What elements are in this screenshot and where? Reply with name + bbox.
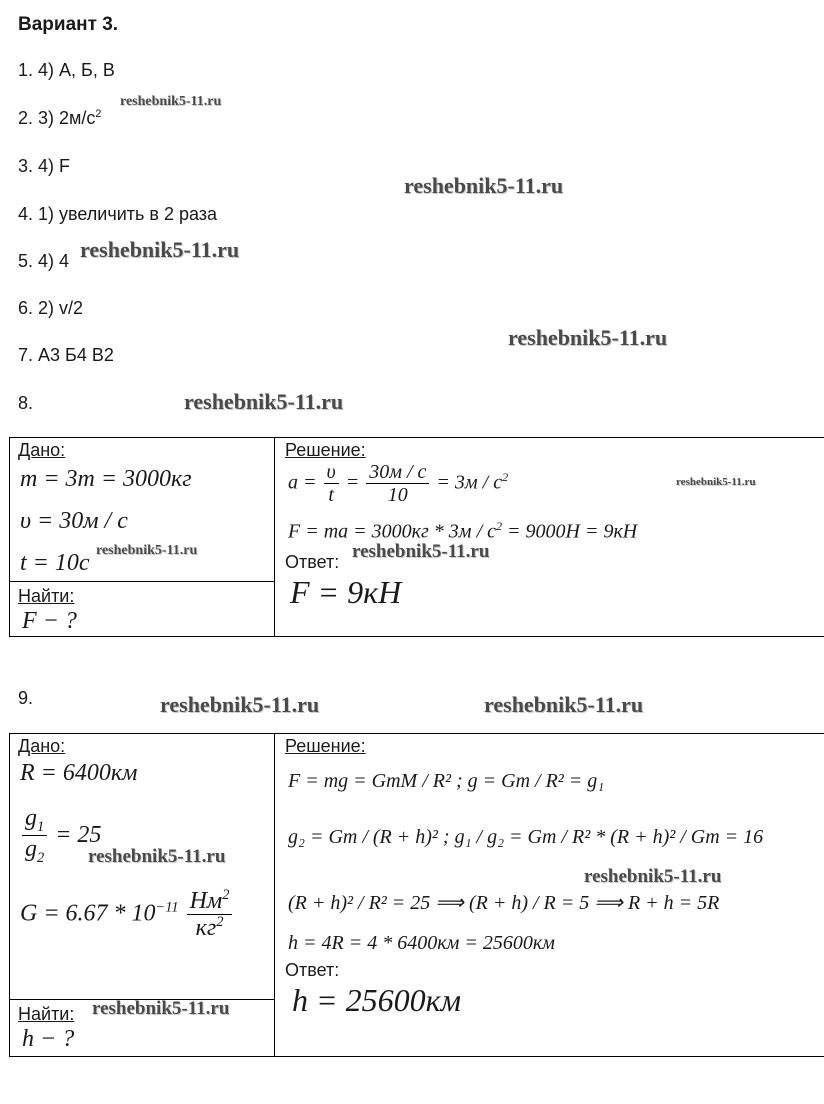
watermark: reshebnik5-11.ru xyxy=(676,476,756,488)
table-divider xyxy=(9,581,275,582)
answer-6: 6. 2) v/2 xyxy=(18,298,84,318)
equation-force: F = ma = $3000кг * 3м / с^2 = 9000Н = 9кН$ xyxy=(288,519,638,543)
answer-label: Ответ: xyxy=(285,960,340,980)
watermark: reshebnik5-11.ru xyxy=(92,998,230,1019)
answer-label: Ответ: xyxy=(285,552,340,572)
answer-1: 1. 4) А, Б, В xyxy=(18,60,115,80)
watermark: reshebnik5-11.ru xyxy=(484,692,644,717)
given-gravitational-constant: $G = 6.67 * 10^{-11}$ $\frac{Нм^2}{кг^2}$ xyxy=(20,888,234,942)
equation-height: h = 4R = 4 * 6400км = 25600км xyxy=(288,932,555,954)
given-label: Дано: xyxy=(18,440,66,460)
answer-9-final: h = 25600км xyxy=(292,982,461,1018)
find-label: Найти: xyxy=(18,1004,75,1024)
given-ratio: $\frac{g_1}{g_2}$ = 25 xyxy=(20,806,101,867)
answer-7: 7. А3 Б4 В2 xyxy=(18,345,114,365)
given-radius: R = 6400км xyxy=(20,760,138,786)
given-mass: m = 3т = 3000кг xyxy=(20,466,192,492)
find-label: Найти: xyxy=(18,586,75,606)
watermark: reshebnik5-11.ru xyxy=(96,543,198,558)
equation-height-ratio: (R + h)² / R² = 25 ⟹ (R + h) / R = 5 ⟹ R + h = 5R xyxy=(288,892,720,914)
answer-8-number: 8. xyxy=(18,393,34,413)
table-divider xyxy=(274,733,275,1056)
find-value: F − ? xyxy=(22,608,77,634)
watermark: reshebnik5-11.ru xyxy=(120,94,222,109)
solution-label: Решение: xyxy=(285,440,366,460)
find-value: h − ? xyxy=(22,1026,75,1052)
watermark: reshebnik5-11.ru xyxy=(584,866,722,887)
watermark: reshebnik5-11.ru xyxy=(88,846,226,867)
given-label: Дано: xyxy=(18,736,66,756)
answer-5: 5. 4) 4 xyxy=(18,251,70,271)
equation-ratio: g₂ = Gm / (R + h)² ; g₁ / g₂ = Gm / R² * (R + h)² / Gm = 16 xyxy=(288,826,764,848)
watermark: reshebnik5-11.ru xyxy=(352,541,490,562)
watermark: reshebnik5-11.ru xyxy=(160,692,320,717)
solution-label: Решение: xyxy=(285,736,366,756)
watermark: reshebnik5-11.ru xyxy=(184,389,344,414)
equation-acceleration: a = $\frac{\upsilon}{t}$ = $\frac{30м / с}{10}$ = $3м / с^2$ xyxy=(288,461,509,506)
answer-3: 3. 4) F xyxy=(18,156,71,176)
equation-gravity: F = mg = GmM / R² ; g = Gm / R² = g₁ xyxy=(288,770,605,792)
watermark: reshebnik5-11.ru xyxy=(80,237,240,262)
given-time: t = 10с xyxy=(20,550,90,576)
answer-4: 4. 1) увеличить в 2 раза xyxy=(18,204,218,224)
watermark: reshebnik5-11.ru xyxy=(404,173,564,198)
problem-9-number: 9. xyxy=(18,688,34,708)
given-velocity: υ = 30м / с xyxy=(20,508,128,534)
page-title: Вариант 3. xyxy=(18,14,119,35)
answer-2: 2. 3) $2м/с^2$ xyxy=(18,108,102,128)
watermark: reshebnik5-11.ru xyxy=(508,325,668,350)
answer-8-final: F = 9кН xyxy=(290,574,402,610)
table-divider xyxy=(274,437,275,636)
